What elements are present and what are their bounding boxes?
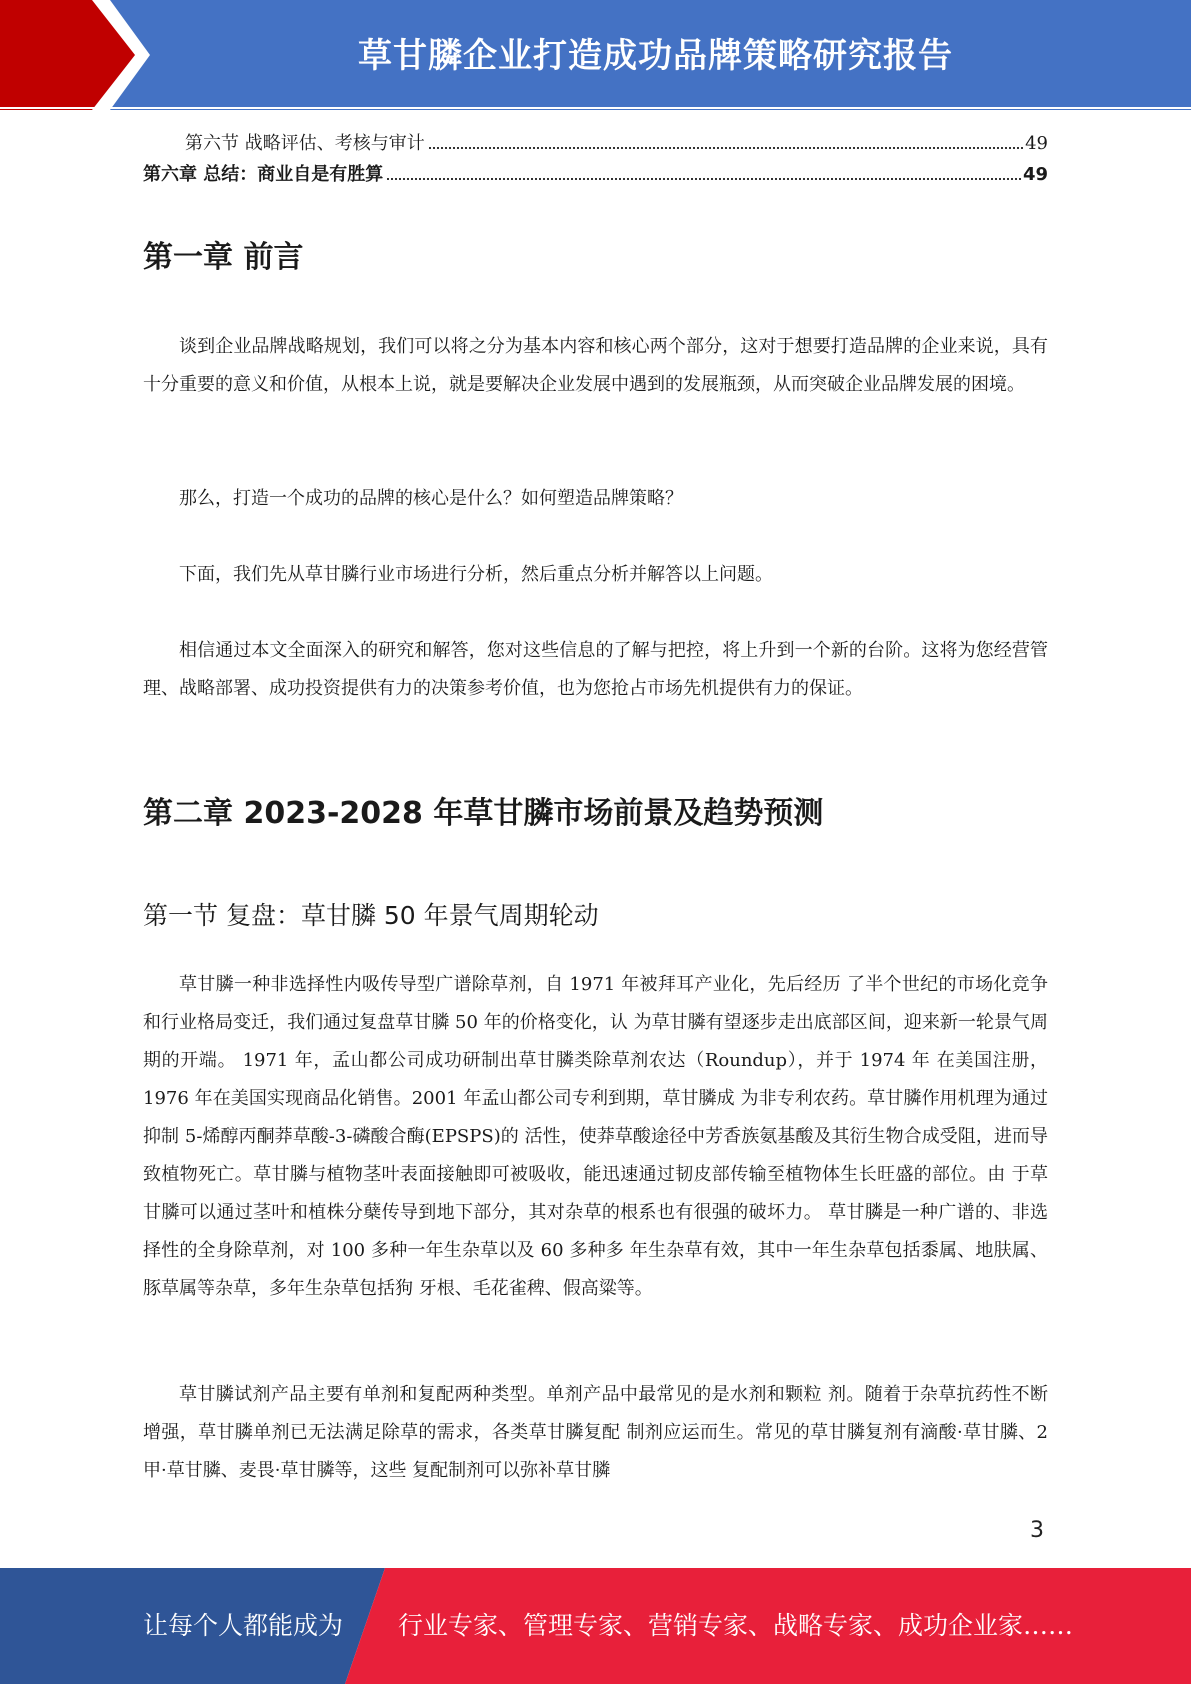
page-content [143,128,1048,1481]
header-banner [0,0,1191,110]
footer-slogan-right: 行业专家、管理专家、营销专家、战略专家、成功企业家…… [398,1611,1074,1640]
report-title: 草甘膦企业打造成功品牌策略研究报告 [358,35,953,76]
paragraph: 谈到企业品牌战略规划，我们可以将之分为基本内容和核心两个部分，这对于想要打造品牌的企业来说，具有十分重要的意义和价值，从根本上说，就是要解决企业发展中遇到的发展瓶颈，从而突破企业品牌发展的困境。 [143,336,1048,395]
section-title: 第一节 复盘：草甘膦 50 年景气周期轮动 [143,901,599,930]
toc-entry-label: 第六章 总结：商业自是有胜算 [143,164,384,185]
chapter-title: 第一章 前言 [143,240,304,275]
toc-leader-dots [387,178,1021,180]
paragraph: 下面，我们先从草甘膦行业市场进行分析，然后重点分析并解答以上问题。 [179,564,773,585]
footer-slogan-left: 让每个人都能成为 [143,1611,344,1640]
paragraph: 那么，打造一个成功的品牌的核心是什么？如何塑造品牌策略？ [179,488,683,509]
footer-banner [0,1568,1191,1684]
toc-entry-page: 49 [1022,164,1048,185]
toc-leader-dots [429,147,1023,149]
toc-entry-page: 49 [1025,133,1048,154]
paragraph: 草甘膦一种非选择性内吸传导型广谱除草剂，自 1971 年被拜耳产业化，先后经历 了半个世纪的市场化竞争和行业格局变迁，我们通过复盘草甘膦 50 年的价格变化，认 为草甘膦有望逐步走出底部区间，迎来新一轮景气周期的开端。 1971 年，孟山都公司成功研制出草甘膦类除草剂农达（Roundup），并于 1974 年 在美国注册，1976 年在美国实现商品化销售。2001 年孟山都公司专利到期，草甘膦成 为非专利农药。草甘膦作用机理为通过抑制 5-烯醇丙酮莽草酸-3-磷酸合酶(EPSPS)的 活性，使莽草酸途径中芳香族氨基酸及其衍生物合成受阻，进而导致植物死亡。草甘膦与植物茎叶表面接触即可被吸收，能迅速通过韧皮部传输至植物体生长旺盛的部位。由 于草甘膦可以通过茎叶和植株分蘖传导到地下部分，其对杂草的根系也有很强的破坏力。 草甘膦是一种广谱的、非选择性的全身除草剂，对 100 多种一年生杂草以及 60 多种多 年生杂草有效，其中一年生杂草包括黍属、地肤属、豚草属等杂草，多年生杂草包括狗 牙根、毛花雀稗、假高粱等。 [143,974,1048,1299]
paragraph: 草甘膦试剂产品主要有单剂和复配两种类型。单剂产品中最常见的是水剂和颗粒 剂。随着于杂草抗药性不断增强，草甘膦单剂已无法满足除草的需求，各类草甘膦复配 制剂应运而生。常见的草甘膦复剂有滴酸·草甘膦、2 甲·草甘膦、麦畏·草甘膦等，这些 复配制剂可以弥补草甘膦 [143,1384,1048,1481]
paragraph: 相信通过本文全面深入的研究和解答，您对这些信息的了解与把控，将上升到一个新的台阶。这将为您经营管理、战略部署、成功投资提供有力的决策参考价值，也为您抢占市场先机提供有力的保证。 [143,640,1048,699]
toc-entry[interactable] [143,159,1048,190]
table-of-contents [143,128,1048,190]
page-number: 3 [1030,1518,1044,1543]
toc-entry[interactable] [143,128,1048,159]
toc-entry-label: 第六节 战略评估、考核与审计 [185,133,425,154]
chapter-title: 第二章 2023-2028 年草甘膦市场前景及趋势预测 [143,796,824,831]
